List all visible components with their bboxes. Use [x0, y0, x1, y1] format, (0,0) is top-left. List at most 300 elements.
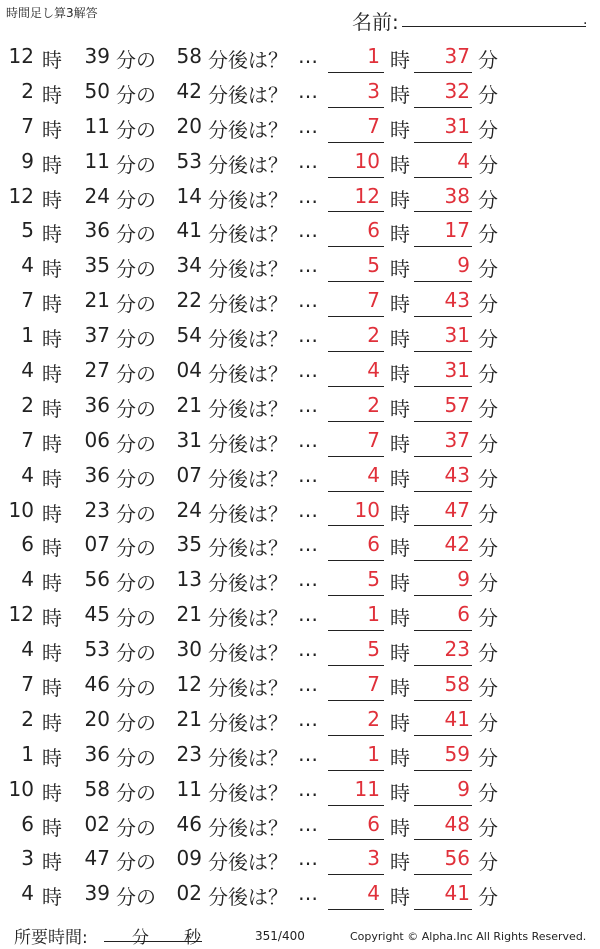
answer-hour-label: 時	[390, 815, 410, 840]
answer-hour: 5	[367, 637, 380, 662]
answer-hour-label: 時	[390, 571, 410, 596]
start-hour: 4	[21, 358, 34, 383]
ellipsis: …	[298, 218, 318, 243]
start-minute: 39	[84, 44, 110, 68]
answer-minute: 43	[444, 462, 470, 487]
answer-hour: 6	[367, 811, 380, 836]
problem-row	[0, 352, 600, 387]
added-minutes: 21	[176, 392, 202, 417]
problem-row	[0, 631, 600, 666]
start-hour: 4	[21, 253, 34, 278]
minute-of-label: 分の	[116, 152, 156, 177]
minute-of-label: 分の	[116, 431, 156, 456]
minute-of-label: 分の	[116, 362, 156, 387]
answer-minute-label: 分	[478, 48, 498, 72]
answer-minute-label: 分	[478, 815, 498, 840]
time-required-label: 所要時間:	[14, 928, 88, 948]
after-label: 分後は？	[208, 466, 288, 491]
start-minute: 56	[84, 567, 110, 592]
start-minute: 39	[84, 881, 110, 906]
answer-minute: 32	[444, 78, 470, 103]
answer-minute-label: 分	[478, 745, 498, 770]
start-minute: 11	[84, 148, 110, 173]
answer-hour: 10	[354, 497, 380, 522]
answer-hour: 12	[354, 183, 380, 208]
answer-minute-label: 分	[478, 571, 498, 596]
added-minutes: 09	[176, 846, 202, 871]
answer-minute: 6	[457, 602, 470, 627]
ellipsis: …	[298, 148, 318, 173]
minute-of-label: 分の	[116, 571, 156, 596]
answer-hour-label: 時	[390, 466, 410, 491]
answer-minute: 9	[457, 567, 470, 592]
answer-hour: 5	[367, 253, 380, 278]
hour-label: 時	[42, 431, 62, 456]
problem-row	[0, 422, 600, 457]
answer-minute: 9	[457, 776, 470, 801]
added-minutes: 21	[176, 706, 202, 731]
added-minutes: 34	[176, 253, 202, 278]
answer-hour-label: 時	[390, 396, 410, 421]
added-minutes: 53	[176, 148, 202, 173]
start-hour: 4	[21, 462, 34, 487]
answer-minute: 56	[444, 846, 470, 871]
answer-minute: 23	[444, 637, 470, 662]
after-label: 分後は？	[208, 222, 288, 247]
ellipsis: …	[298, 427, 318, 452]
answer-hour-label: 時	[390, 82, 410, 107]
start-hour: 12	[8, 44, 34, 68]
start-hour: 3	[21, 846, 34, 871]
ellipsis: …	[298, 113, 318, 138]
answer-hour-label: 時	[390, 710, 410, 735]
after-label: 分後は？	[208, 745, 288, 770]
answer-minute: 48	[444, 811, 470, 836]
answer-minute: 9	[457, 253, 470, 278]
problem-row	[0, 492, 600, 527]
problem-row	[0, 771, 600, 806]
worksheet-title: 時間足し算3解答	[6, 6, 98, 20]
start-hour: 10	[8, 497, 34, 522]
added-minutes: 23	[176, 741, 202, 766]
ellipsis: …	[298, 637, 318, 662]
problem-row	[0, 596, 600, 631]
name-label: 名前:	[352, 10, 399, 34]
hour-label: 時	[42, 571, 62, 596]
start-hour: 12	[8, 183, 34, 208]
answer-minute-label: 分	[478, 82, 498, 107]
added-minutes: 58	[176, 44, 202, 68]
start-minute: 58	[84, 776, 110, 801]
problem-row	[0, 282, 600, 317]
hour-label: 時	[42, 676, 62, 701]
start-minute: 21	[84, 288, 110, 313]
answer-hour: 5	[367, 567, 380, 592]
start-minute: 36	[84, 392, 110, 417]
name-field-end-dot: .	[583, 12, 588, 28]
answer-hour-label: 時	[390, 885, 410, 910]
after-label: 分後は？	[208, 815, 288, 840]
minute-of-label: 分の	[116, 815, 156, 840]
answer-hour-label: 時	[390, 48, 410, 72]
after-label: 分後は？	[208, 152, 288, 177]
hour-label: 時	[42, 362, 62, 387]
after-label: 分後は？	[208, 48, 288, 72]
minute-of-label: 分の	[116, 292, 156, 317]
minute-of-label: 分の	[116, 850, 156, 875]
page-number: 351/400	[255, 929, 305, 943]
start-hour: 2	[21, 78, 34, 103]
minute-of-label: 分の	[116, 676, 156, 701]
hour-label: 時	[42, 606, 62, 631]
answer-minute-label: 分	[478, 396, 498, 421]
answer-hour-label: 時	[390, 780, 410, 805]
minute-of-label: 分の	[116, 257, 156, 282]
answer-hour: 6	[367, 218, 380, 243]
answer-hour: 2	[367, 706, 380, 731]
ellipsis: …	[298, 881, 318, 906]
answer-minute-underline	[414, 909, 472, 910]
start-hour: 4	[21, 881, 34, 906]
ellipsis: …	[298, 532, 318, 557]
answer-minute-label: 分	[478, 606, 498, 631]
after-label: 分後は？	[208, 327, 288, 352]
answer-hour-label: 時	[390, 745, 410, 770]
start-hour: 7	[21, 113, 34, 138]
hour-label: 時	[42, 710, 62, 735]
hour-label: 時	[42, 641, 62, 666]
added-minutes: 12	[176, 672, 202, 697]
minute-of-label: 分の	[116, 396, 156, 421]
hour-label: 時	[42, 501, 62, 526]
answer-hour: 3	[367, 78, 380, 103]
ellipsis: …	[298, 183, 318, 208]
ellipsis: …	[298, 288, 318, 313]
added-minutes: 11	[176, 776, 202, 801]
minute-of-label: 分の	[116, 710, 156, 735]
answer-minute-label: 分	[478, 466, 498, 491]
start-minute: 53	[84, 637, 110, 662]
answer-hour-label: 時	[390, 536, 410, 561]
ellipsis: …	[298, 672, 318, 697]
start-hour: 1	[21, 741, 34, 766]
answer-minute: 38	[444, 183, 470, 208]
answer-hour: 10	[354, 148, 380, 173]
added-minutes: 13	[176, 567, 202, 592]
after-label: 分後は？	[208, 501, 288, 526]
start-minute: 06	[84, 427, 110, 452]
added-minutes: 24	[176, 497, 202, 522]
hour-label: 時	[42, 327, 62, 352]
answer-hour: 4	[367, 881, 380, 906]
answer-hour-label: 時	[390, 431, 410, 456]
start-hour: 6	[21, 532, 34, 557]
ellipsis: …	[298, 392, 318, 417]
answer-minute-label: 分	[478, 362, 498, 387]
minute-of-label: 分の	[116, 48, 156, 72]
problem-row	[0, 666, 600, 701]
answer-minute: 17	[444, 218, 470, 243]
answer-hour-label: 時	[390, 117, 410, 142]
answer-minute-label: 分	[478, 710, 498, 735]
added-minutes: 41	[176, 218, 202, 243]
start-minute: 50	[84, 78, 110, 103]
after-label: 分後は？	[208, 606, 288, 631]
answer-hour: 1	[367, 741, 380, 766]
hour-label: 時	[42, 885, 62, 910]
after-label: 分後は？	[208, 187, 288, 212]
start-hour: 7	[21, 288, 34, 313]
added-minutes: 31	[176, 427, 202, 452]
answer-hour-label: 時	[390, 292, 410, 317]
after-label: 分後は？	[208, 571, 288, 596]
hour-label: 時	[42, 396, 62, 421]
start-hour: 5	[21, 218, 34, 243]
start-minute: 24	[84, 183, 110, 208]
problem-row	[0, 736, 600, 771]
time-required-seconds-label: 秒	[184, 928, 201, 948]
start-minute: 20	[84, 706, 110, 731]
ellipsis: …	[298, 78, 318, 103]
start-minute: 47	[84, 846, 110, 871]
problem-row	[0, 73, 600, 108]
after-label: 分後は？	[208, 676, 288, 701]
hour-label: 時	[42, 745, 62, 770]
start-minute: 23	[84, 497, 110, 522]
problem-list	[0, 38, 600, 910]
answer-minute: 37	[444, 427, 470, 452]
minute-of-label: 分の	[116, 501, 156, 526]
ellipsis: …	[298, 323, 318, 348]
start-hour: 2	[21, 392, 34, 417]
answer-minute: 4	[457, 148, 470, 173]
answer-minute: 31	[444, 358, 470, 383]
start-hour: 4	[21, 637, 34, 662]
answer-minute-label: 分	[478, 257, 498, 282]
answer-hour-label: 時	[390, 152, 410, 177]
added-minutes: 46	[176, 811, 202, 836]
minute-of-label: 分の	[116, 187, 156, 212]
minute-of-label: 分の	[116, 222, 156, 247]
after-label: 分後は？	[208, 850, 288, 875]
answer-hour: 6	[367, 532, 380, 557]
ellipsis: …	[298, 253, 318, 278]
after-label: 分後は？	[208, 257, 288, 282]
answer-minute-label: 分	[478, 780, 498, 805]
answer-minute: 41	[444, 706, 470, 731]
copyright: Copyright © Alpha.Inc All Rights Reserved.	[350, 930, 587, 943]
after-label: 分後は？	[208, 885, 288, 910]
start-minute: 02	[84, 811, 110, 836]
after-label: 分後は？	[208, 431, 288, 456]
added-minutes: 42	[176, 78, 202, 103]
ellipsis: …	[298, 741, 318, 766]
answer-minute-label: 分	[478, 117, 498, 142]
start-minute: 36	[84, 462, 110, 487]
ellipsis: …	[298, 358, 318, 383]
minute-of-label: 分の	[116, 641, 156, 666]
after-label: 分後は？	[208, 641, 288, 666]
answer-hour: 2	[367, 323, 380, 348]
start-minute: 35	[84, 253, 110, 278]
hour-label: 時	[42, 48, 62, 72]
problem-row	[0, 108, 600, 143]
answer-hour: 1	[367, 44, 380, 68]
minute-of-label: 分の	[116, 745, 156, 770]
ellipsis: …	[298, 567, 318, 592]
added-minutes: 07	[176, 462, 202, 487]
ellipsis: …	[298, 776, 318, 801]
answer-hour: 11	[354, 776, 380, 801]
answer-hour: 4	[367, 358, 380, 383]
answer-hour: 7	[367, 113, 380, 138]
minute-of-label: 分の	[116, 536, 156, 561]
problem-row	[0, 247, 600, 282]
start-minute: 36	[84, 218, 110, 243]
start-minute: 27	[84, 358, 110, 383]
answer-hour-label: 時	[390, 676, 410, 701]
answer-hour-label: 時	[390, 257, 410, 282]
answer-minute: 57	[444, 392, 470, 417]
answer-minute-label: 分	[478, 152, 498, 177]
problem-row	[0, 38, 600, 73]
start-hour: 1	[21, 323, 34, 348]
hour-label: 時	[42, 187, 62, 212]
answer-hour-label: 時	[390, 327, 410, 352]
ellipsis: …	[298, 811, 318, 836]
name-field-line	[402, 26, 586, 27]
answer-hour: 1	[367, 602, 380, 627]
added-minutes: 14	[176, 183, 202, 208]
ellipsis: …	[298, 462, 318, 487]
hour-label: 時	[42, 82, 62, 107]
answer-minute-label: 分	[478, 501, 498, 526]
answer-minute: 58	[444, 672, 470, 697]
after-label: 分後は？	[208, 396, 288, 421]
minute-of-label: 分の	[116, 606, 156, 631]
time-required-minutes-label: 分	[132, 928, 149, 948]
answer-hour-label: 時	[390, 850, 410, 875]
added-minutes: 20	[176, 113, 202, 138]
hour-label: 時	[42, 257, 62, 282]
answer-minute-label: 分	[478, 431, 498, 456]
start-minute: 45	[84, 602, 110, 627]
answer-minute: 47	[444, 497, 470, 522]
start-minute: 46	[84, 672, 110, 697]
start-hour: 9	[21, 148, 34, 173]
answer-minute: 41	[444, 881, 470, 906]
start-hour: 2	[21, 706, 34, 731]
answer-minute: 31	[444, 323, 470, 348]
after-label: 分後は？	[208, 82, 288, 107]
answer-minute: 37	[444, 44, 470, 68]
hour-label: 時	[42, 117, 62, 142]
answer-hour-label: 時	[390, 501, 410, 526]
start-hour: 7	[21, 427, 34, 452]
ellipsis: …	[298, 497, 318, 522]
problem-row	[0, 212, 600, 247]
problem-row	[0, 875, 600, 910]
problem-row	[0, 457, 600, 492]
added-minutes: 21	[176, 602, 202, 627]
answer-hour-label: 時	[390, 362, 410, 387]
added-minutes: 35	[176, 532, 202, 557]
answer-minute: 42	[444, 532, 470, 557]
answer-minute: 31	[444, 113, 470, 138]
answer-minute-label: 分	[478, 327, 498, 352]
answer-minute-label: 分	[478, 222, 498, 247]
problem-row	[0, 387, 600, 422]
after-label: 分後は？	[208, 710, 288, 735]
answer-hour: 7	[367, 427, 380, 452]
ellipsis: …	[298, 44, 318, 68]
minute-of-label: 分の	[116, 780, 156, 805]
start-hour: 6	[21, 811, 34, 836]
hour-label: 時	[42, 780, 62, 805]
added-minutes: 30	[176, 637, 202, 662]
answer-minute-label: 分	[478, 676, 498, 701]
after-label: 分後は？	[208, 536, 288, 561]
after-label: 分後は？	[208, 292, 288, 317]
minute-of-label: 分の	[116, 466, 156, 491]
answer-minute-label: 分	[478, 292, 498, 317]
hour-label: 時	[42, 466, 62, 491]
problem-row	[0, 701, 600, 736]
answer-hour: 7	[367, 288, 380, 313]
answer-minute-label: 分	[478, 850, 498, 875]
minute-of-label: 分の	[116, 117, 156, 142]
start-hour: 4	[21, 567, 34, 592]
answer-hour-label: 時	[390, 187, 410, 212]
hour-label: 時	[42, 815, 62, 840]
hour-label: 時	[42, 222, 62, 247]
answer-hour-label: 時	[390, 641, 410, 666]
answer-hour-label: 時	[390, 606, 410, 631]
answer-minute-label: 分	[478, 536, 498, 561]
problem-row	[0, 317, 600, 352]
hour-label: 時	[42, 536, 62, 561]
after-label: 分後は？	[208, 117, 288, 142]
answer-hour-underline	[328, 909, 384, 910]
problem-row	[0, 526, 600, 561]
answer-minute-label: 分	[478, 641, 498, 666]
hour-label: 時	[42, 292, 62, 317]
added-minutes: 22	[176, 288, 202, 313]
hour-label: 時	[42, 850, 62, 875]
answer-hour-label: 時	[390, 222, 410, 247]
hour-label: 時	[42, 152, 62, 177]
after-label: 分後は？	[208, 362, 288, 387]
answer-hour: 4	[367, 462, 380, 487]
problem-row	[0, 840, 600, 875]
answer-minute: 43	[444, 288, 470, 313]
problem-row	[0, 806, 600, 841]
start-minute: 11	[84, 113, 110, 138]
start-minute: 37	[84, 323, 110, 348]
after-label: 分後は？	[208, 780, 288, 805]
answer-hour: 2	[367, 392, 380, 417]
answer-minute: 59	[444, 741, 470, 766]
added-minutes: 04	[176, 358, 202, 383]
problem-row	[0, 143, 600, 178]
start-minute: 07	[84, 532, 110, 557]
start-hour: 10	[8, 776, 34, 801]
start-minute: 36	[84, 741, 110, 766]
ellipsis: …	[298, 846, 318, 871]
start-hour: 12	[8, 602, 34, 627]
minute-of-label: 分の	[116, 327, 156, 352]
answer-hour: 7	[367, 672, 380, 697]
